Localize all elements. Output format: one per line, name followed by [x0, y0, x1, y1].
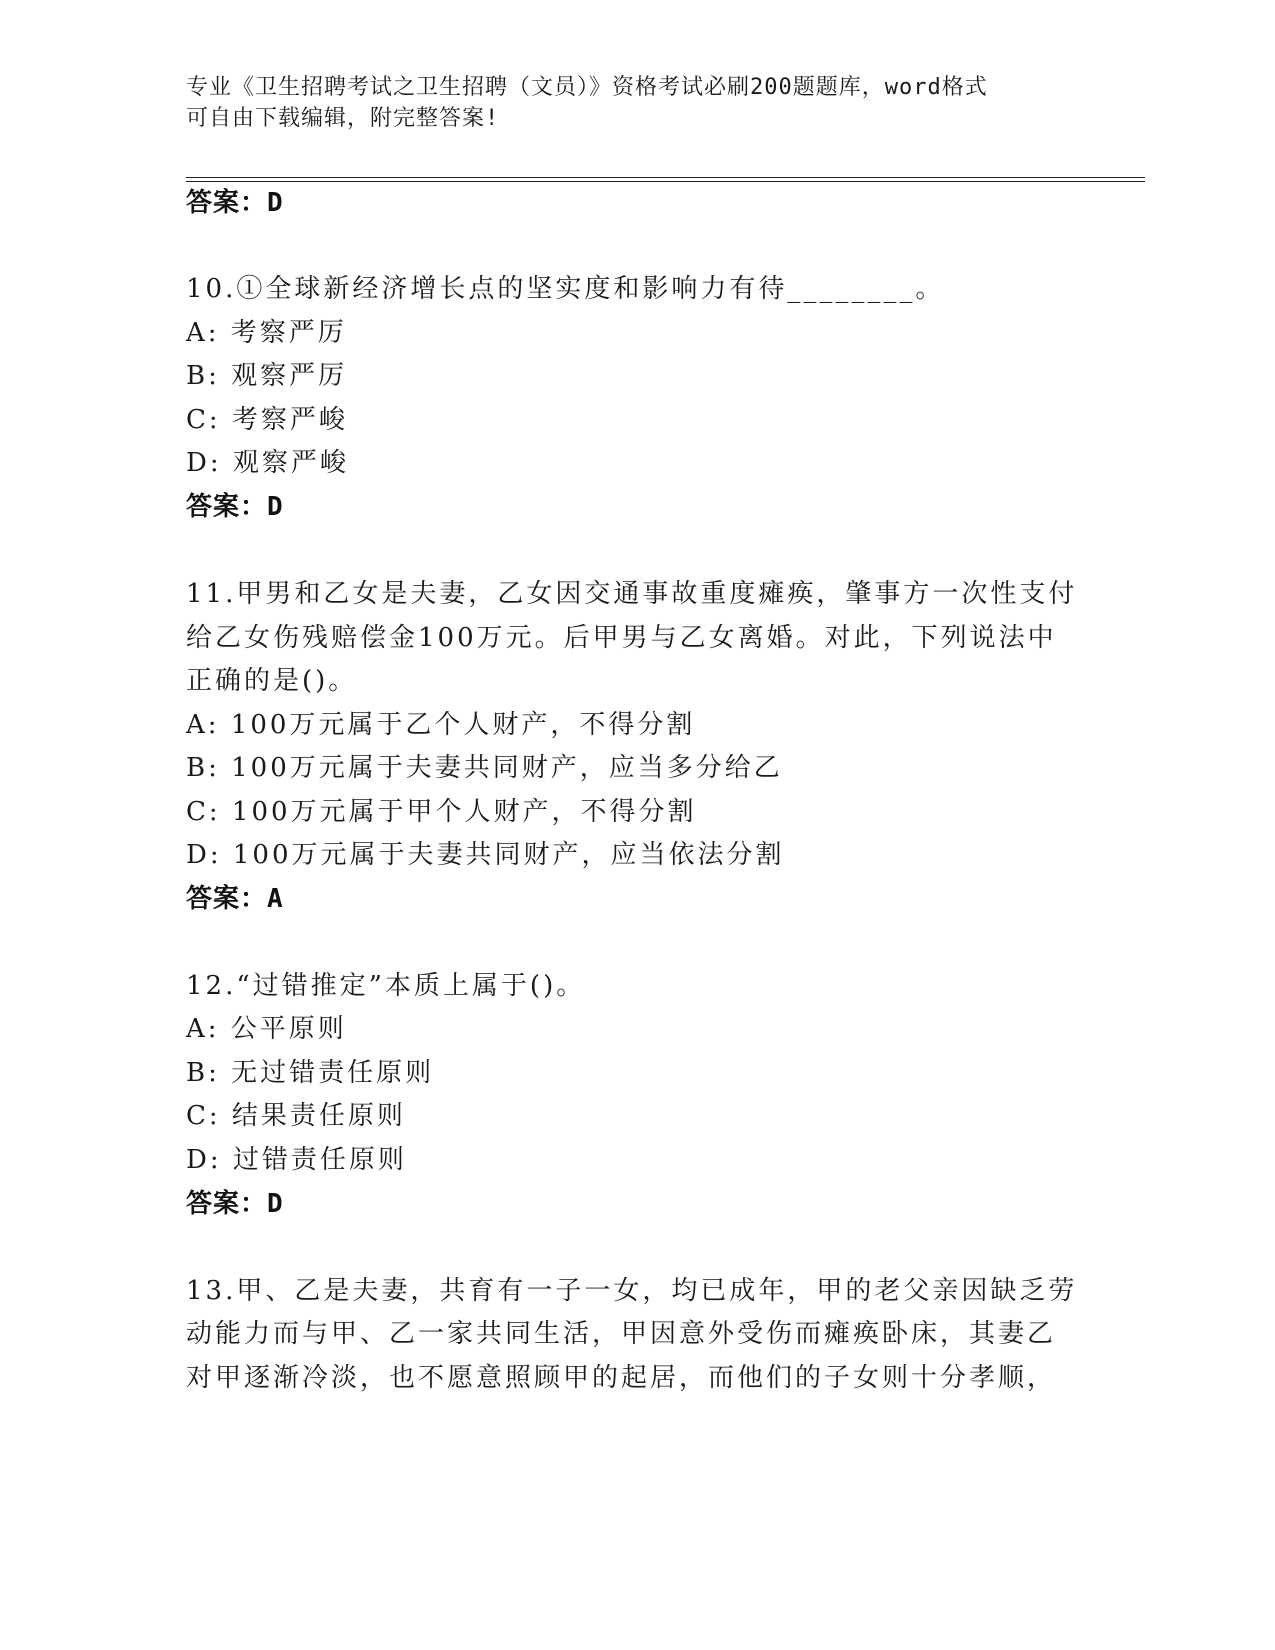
header-line-2: 可自由下载编辑，附完整答案!	[186, 106, 500, 131]
question-10-option-a: A: 考察严厉	[186, 318, 347, 348]
question-12-option-a: A: 公平原则	[186, 1014, 347, 1044]
question-13-stem-line-1: 13.甲、乙是夫妻，共育有一子一女，均已成年，甲的老父亲因缺乏劳	[186, 1276, 1078, 1306]
question-10-stem: 10.①全球新经济增长点的坚实度和影响力有待________。	[186, 274, 945, 304]
document-header	[186, 72, 1066, 134]
question-12-option-b: B: 无过错责任原则	[186, 1058, 435, 1088]
question-10-option-d: D: 观察严峻	[186, 448, 349, 478]
question-11-option-d: D: 100万元属于夫妻共同财产，应当依法分割	[186, 840, 785, 870]
question-11-option-b: B: 100万元属于夫妻共同财产，应当多分给乙	[186, 753, 783, 783]
header-divider-bottom	[186, 181, 1145, 182]
header-divider-top	[186, 177, 1145, 178]
question-11-option-c: C: 100万元属于甲个人财产，不得分割	[186, 797, 697, 827]
question-13-stem-line-3: 对甲逐渐冷淡，也不愿意照顾甲的起居，而他们的子女则十分孝顺，	[186, 1363, 1057, 1393]
header-line-1: 专业《卫生招聘考试之卫生招聘（文员）》资格考试必刷200题题库，word格式	[186, 75, 988, 100]
question-11-stem-line-1: 11.甲男和乙女是夫妻，乙女因交通事故重度瘫痪，肇事方一次性支付	[186, 579, 1078, 609]
question-12-stem: 12.“过错推定”本质上属于()。	[186, 971, 586, 1001]
question-11-option-a: A: 100万元属于乙个人财产，不得分割	[186, 710, 696, 740]
question-12-option-c: C: 结果责任原则	[186, 1101, 406, 1131]
answer-q10: 答案：D	[186, 492, 284, 522]
question-11-stem-line-3: 正确的是()。	[186, 666, 358, 696]
question-12-option-d: D: 过错责任原则	[186, 1145, 407, 1175]
answer-q11: 答案：A	[186, 884, 284, 914]
question-13-stem-line-2: 动能力而与甲、乙一家共同生活，甲因意外受伤而瘫痪卧床，其妻乙	[186, 1319, 1057, 1349]
question-10-option-c: C: 考察严峻	[186, 405, 348, 435]
question-11-stem-line-2: 给乙女伤残赔偿金100万元。后甲男与乙女离婚。对此，下列说法中	[186, 623, 1057, 653]
answer-q12: 答案：D	[186, 1189, 284, 1219]
question-10-option-b: B: 观察严厉	[186, 361, 348, 391]
answer-q9: 答案：D	[186, 188, 284, 218]
